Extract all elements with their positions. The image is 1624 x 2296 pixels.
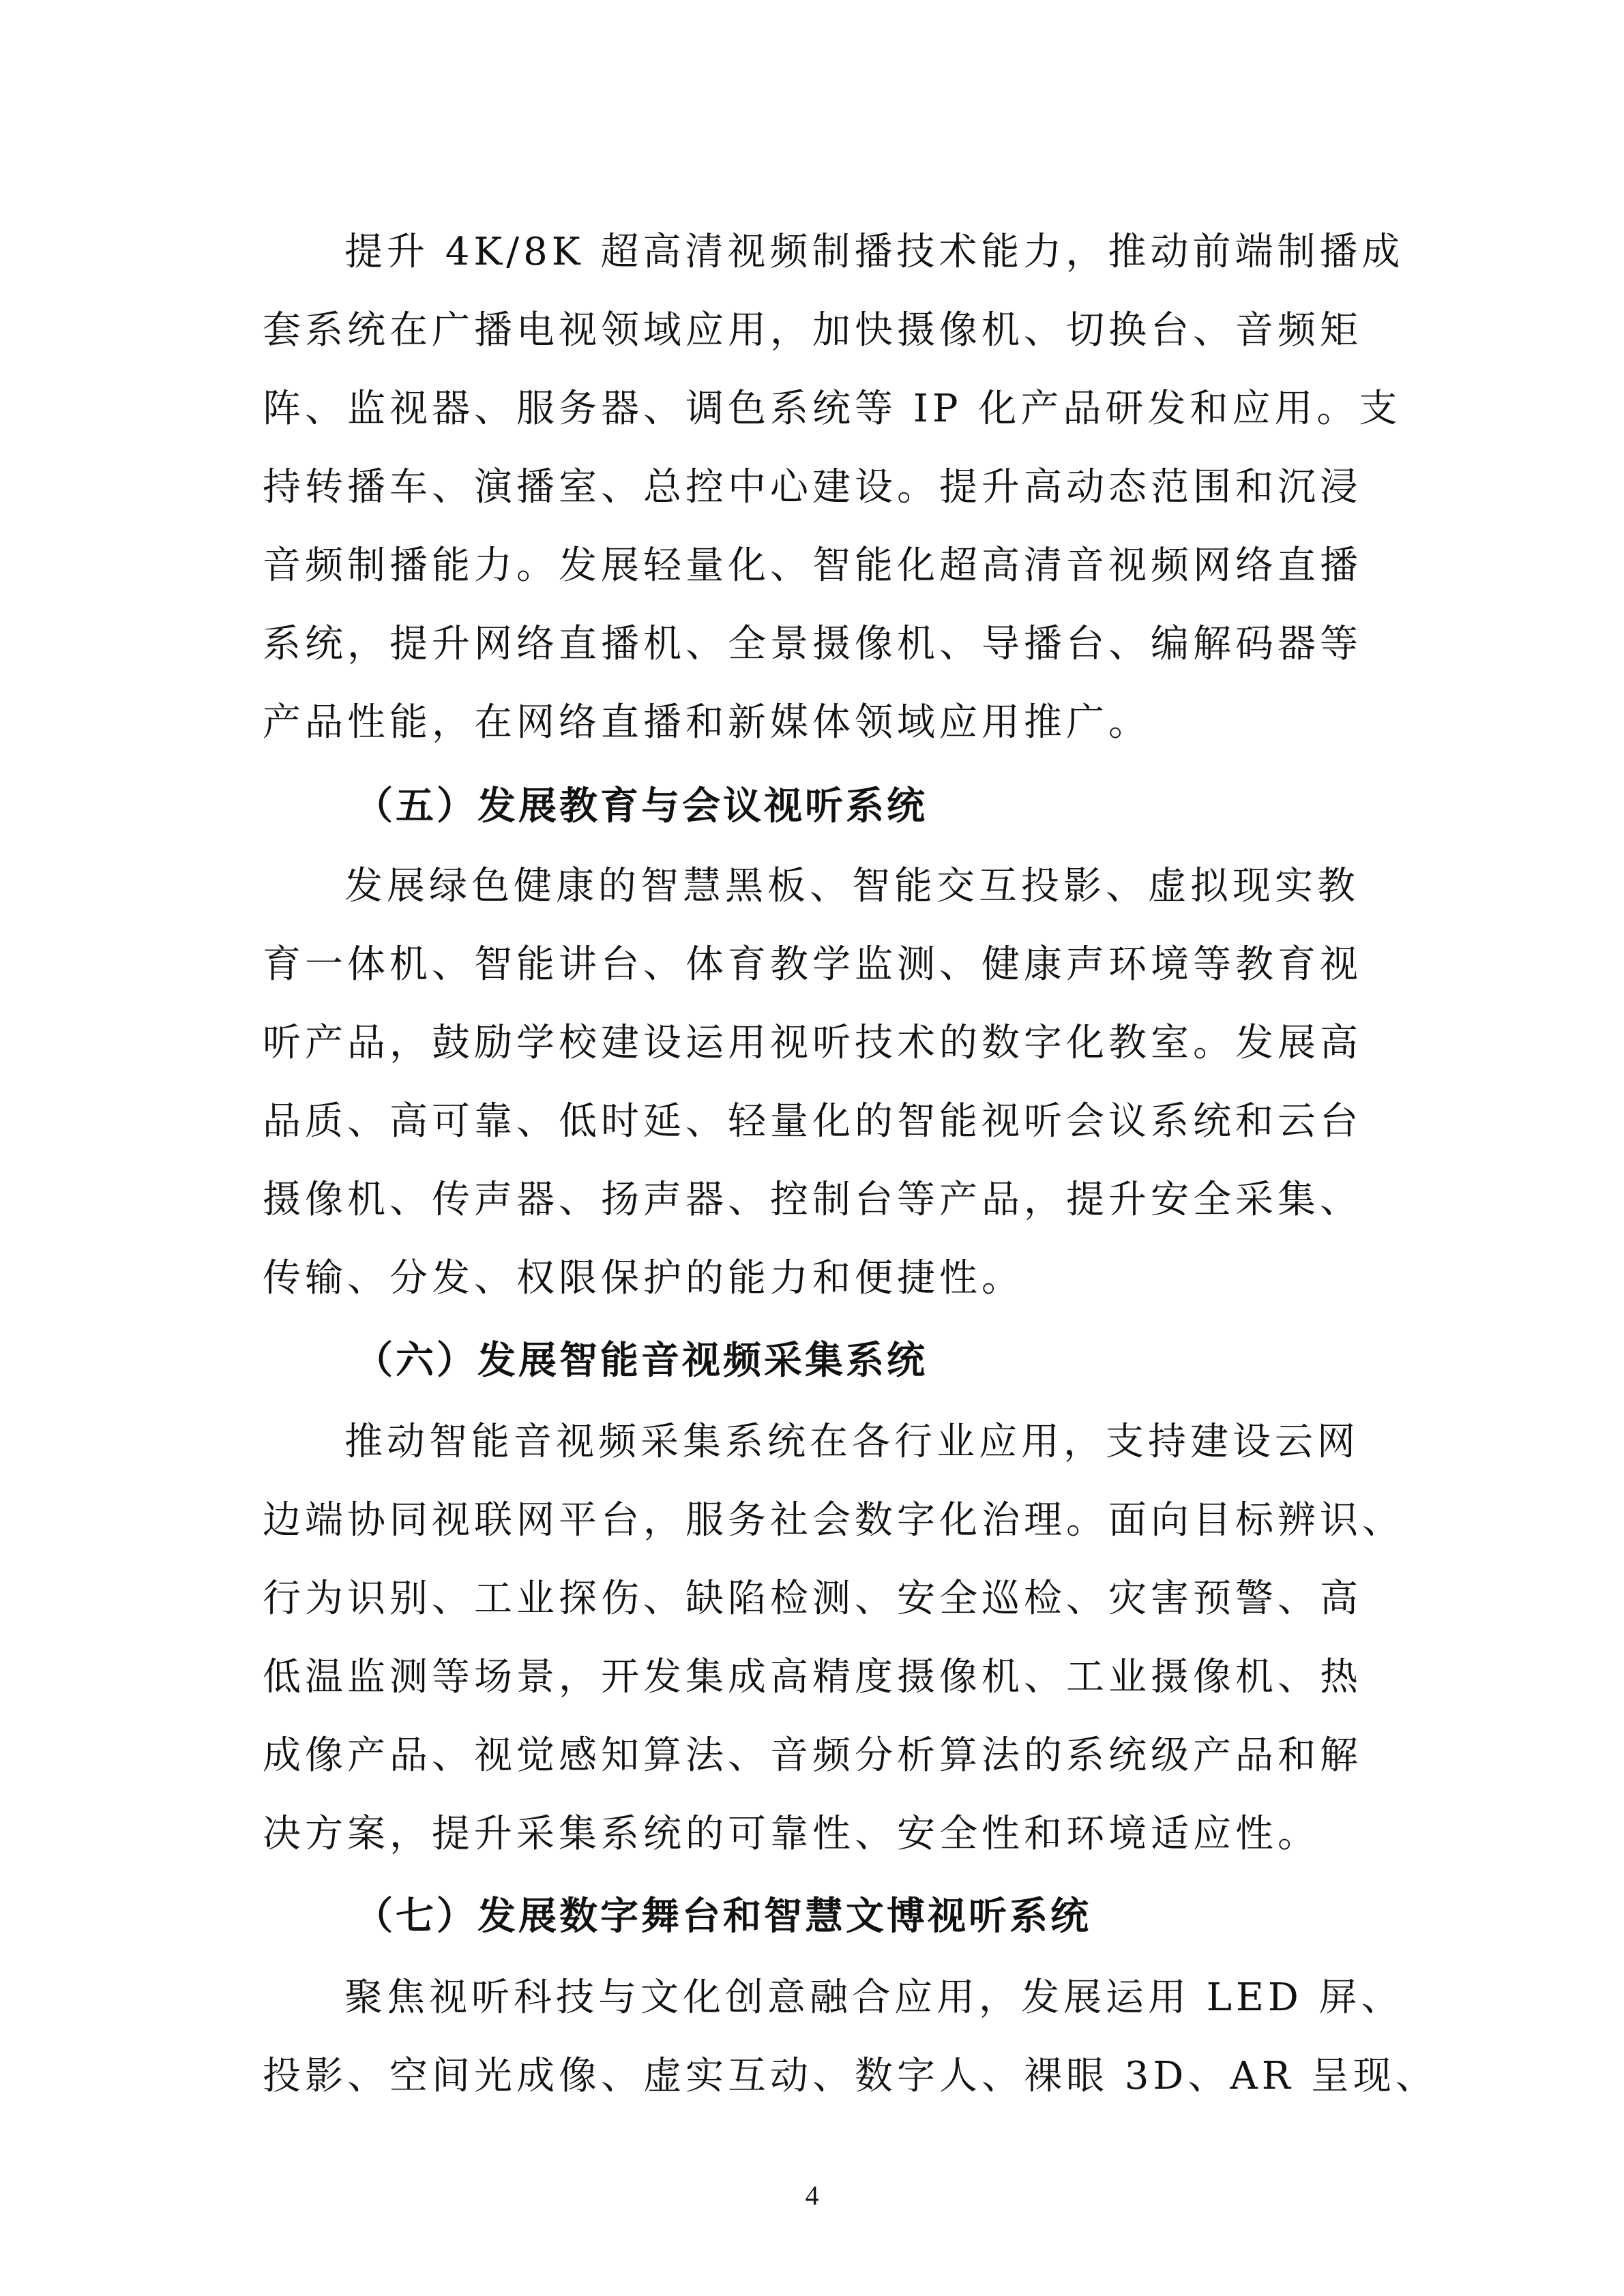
paragraph-line: 音频制播能力。发展轻量化、智能化超高清音视频网络直播 xyxy=(263,543,1362,588)
section-heading: （七）发展数字舞台和智慧文博视听系统 xyxy=(355,1894,1091,1939)
paragraph-line: 系统，提升网络直播机、全景摄像机、导播台、编解码器等 xyxy=(263,622,1362,666)
paragraph-line: 边端协同视联网平台，服务社会数字化治理。面向目标辨识、 xyxy=(263,1498,1404,1542)
paragraph-line: 聚焦视听科技与文化创意融合应用，发展运用 LED 屏、 xyxy=(344,1976,1404,2020)
page-number: 4 xyxy=(805,2180,819,2211)
paragraph-line: 阵、监视器、服务器、调色系统等 IP 化产品研发和应用。支 xyxy=(263,387,1402,431)
section-heading: （五）发展教育与会议视听系统 xyxy=(355,784,928,829)
paragraph-line: 推动智能音视频采集系统在各行业应用，支持建设云网 xyxy=(344,1420,1359,1464)
paragraph-line: 产品性能，在网络直播和新媒体领域应用推广。 xyxy=(263,700,1151,745)
paragraph-line: 育一体机、智能讲台、体育教学监测、健康声环境等教育视 xyxy=(263,942,1362,987)
paragraph-line: 品质、高可靠、低时延、轻量化的智能视听会议系统和云台 xyxy=(263,1099,1362,1144)
paragraph-line: 套系统在广播电视领域应用，加快摄像机、切换台、音频矩 xyxy=(263,308,1362,353)
paragraph-line: 听产品，鼓励学校建设运用视听技术的数字化教室。发展高 xyxy=(263,1021,1362,1065)
paragraph-line: 发展绿色健康的智慧黑板、智能交互投影、虚拟现实教 xyxy=(344,864,1359,908)
section-heading: （六）发展智能音视频采集系统 xyxy=(355,1338,928,1383)
paragraph-line: 提升 4K/8K 超高清视频制播技术能力，推动前端制播成 xyxy=(344,230,1404,274)
paragraph-line: 投影、空间光成像、虚实互动、数字人、裸眼 3D、AR 呈现、 xyxy=(263,2054,1438,2098)
paragraph-line: 成像产品、视觉感知算法、音频分析算法的系统级产品和解 xyxy=(263,1733,1362,1778)
paragraph-line: 传输、分发、权限保护的能力和便捷性。 xyxy=(263,1256,1024,1300)
paragraph-line: 行为识别、工业探伤、缺陷检测、安全巡检、灾害预警、高 xyxy=(263,1577,1362,1621)
paragraph-line: 持转播车、演播室、总控中心建设。提升高动态范围和沉浸 xyxy=(263,465,1362,509)
paragraph-line: 决方案，提升采集系统的可靠性、安全性和环境适应性。 xyxy=(263,1812,1320,1856)
paragraph-line: 摄像机、传声器、扬声器、控制台等产品，提升安全采集、 xyxy=(263,1178,1362,1222)
paragraph-line: 低温监测等场景，开发集成高精度摄像机、工业摄像机、热 xyxy=(263,1655,1362,1699)
